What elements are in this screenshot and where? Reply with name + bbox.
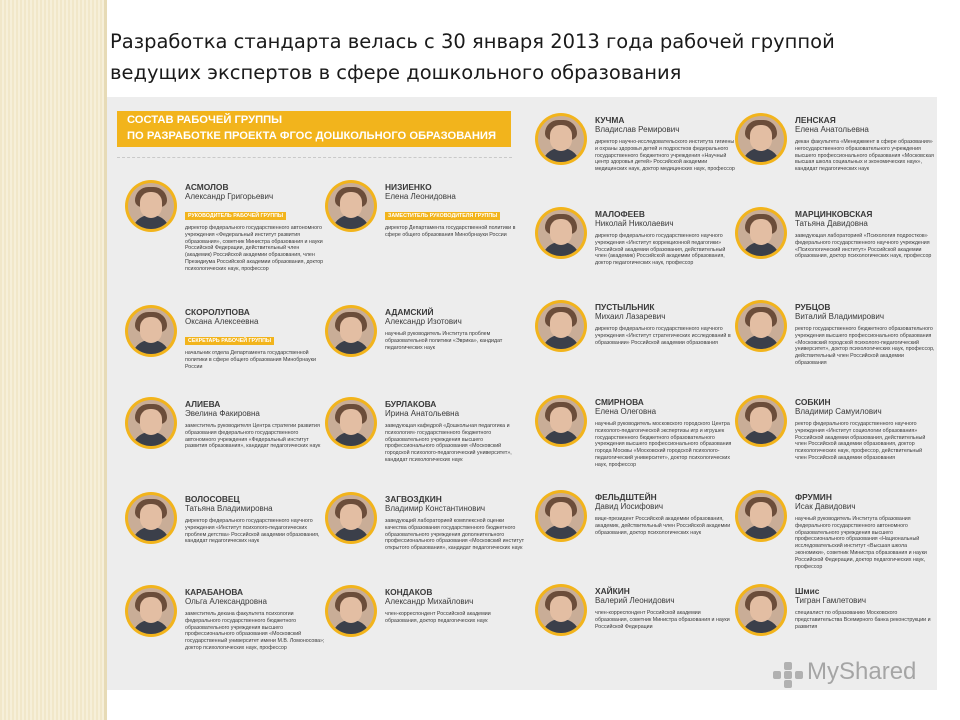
person-card [535, 207, 735, 297]
person-photo [735, 395, 787, 447]
person-role-badge: ЗАМЕСТИТЕЛЬ РУКОВОДИТЕЛЯ ГРУППЫ [385, 212, 500, 220]
person-surname: АСМОЛОВ [185, 182, 229, 192]
dotted-divider [117, 157, 512, 158]
person-description: директор научно-исследовательского института гигиены и охраны здоровья детей и подростков федерального государственного бюджетного учреждения «Научный центр здоровья детей» Российской академии медицинских наук, доктор медицинских наук, профессор [595, 139, 735, 173]
watermark-text: MyShared [807, 658, 917, 685]
person-role-badge: СЕКРЕТАРЬ РАБОЧЕЙ ГРУППЫ [185, 337, 274, 345]
person-photo [735, 300, 787, 352]
person-card [735, 113, 935, 203]
person-photo [325, 397, 377, 449]
person-given-names: Татьяна Давидовна [795, 219, 868, 228]
banner-line-1: СОСТАВ РАБОЧЕЙ ГРУППЫ [127, 114, 283, 126]
person-photo [325, 305, 377, 357]
working-group-banner [117, 111, 511, 147]
person-surname: ФРУМИН [795, 492, 832, 502]
person-card [535, 395, 735, 485]
myshared-logo-icon [773, 662, 803, 688]
person-given-names: Ирина Анатольевна [385, 409, 460, 418]
person-photo [125, 180, 177, 232]
person-description: директор федерального государственного научного учреждения «Институт коррекционной педагогики» Российской академии образования, действительный член (академик) Российской академии образования, доктор педагогических наук, профессор [595, 233, 726, 267]
person-surname: РУБЦОВ [795, 302, 831, 312]
person-given-names: Владимир Константинович [385, 504, 486, 513]
person-surname: АДАМСКИЙ [385, 307, 434, 317]
person-card [535, 490, 735, 580]
person-photo [325, 180, 377, 232]
person-photo [735, 490, 787, 542]
person-surname: АЛИЕВА [185, 399, 221, 409]
person-card [125, 305, 325, 395]
person-card [535, 584, 735, 674]
person-surname: БУРЛАКОВА [385, 399, 437, 409]
person-surname: ВОЛОСОВЕЦ [185, 494, 240, 504]
decorative-left-bar [0, 0, 106, 720]
person-given-names: Владимир Самуилович [795, 407, 882, 416]
person-surname: ЗАГВОЗДКИН [385, 494, 442, 504]
person-description: начальник отдела Департамента государственной политики в сфере общего образования Минобрнауки России [185, 350, 316, 370]
person-surname: КАРАБАНОВА [185, 587, 244, 597]
person-surname: НИЗИЕНКО [385, 182, 432, 192]
person-given-names: Исак Давидович [795, 502, 856, 511]
person-photo [325, 585, 377, 637]
person-surname: Шмис [795, 586, 820, 596]
banner-line-2: ПО РАЗРАБОТКЕ ПРОЕКТА ФГОС ДОШКОЛЬНОГО ОБРАЗОВАНИЯ [127, 129, 496, 142]
person-card [325, 305, 525, 395]
person-card [125, 397, 325, 487]
person-surname: ХАЙКИН [595, 586, 630, 596]
person-description: научный руководитель Института проблем образовательной политики «Эврика», кандидат педагогических наук [385, 331, 503, 351]
person-card [125, 585, 325, 675]
person-card [125, 492, 325, 582]
person-photo [535, 490, 587, 542]
person-given-names: Александр Михайлович [385, 597, 474, 606]
slide-title-line-1: Разработка стандарта велась с 30 января 2013 года рабочей группой [110, 30, 835, 53]
person-description: заместитель руководителя Центра стратегии развития образования федерального государственного автономного учреждения «Федеральный институт развития образования», кандидат педагогических наук [185, 423, 321, 450]
person-given-names: Владислав Ремирович [595, 125, 680, 134]
person-photo [125, 397, 177, 449]
person-description: заведующий лабораторией комплексной оценки качества образования государственного бюджетного образовательного учреждения дополнительного профессионального образования «Московский институт открытого образования», кандидат педагогических наук [385, 518, 525, 552]
person-description: директор федерального государственного автономного учреждения «Федеральный институт развития образования», советник Министра образования и науки Российской Федерации, действительный член (академик) Российской академии образования, член Президиума Российской академии образования, доктор психологических наук, профессор [185, 225, 324, 272]
person-given-names: Елена Анатольевна [795, 125, 869, 134]
person-given-names: Елена Олеговна [595, 407, 657, 416]
person-surname: ФЕЛЬДШТЕЙН [595, 492, 657, 502]
person-card [735, 395, 935, 485]
person-given-names: Тигран Гамлетович [795, 596, 867, 605]
person-surname: МАЛОФЕЕВ [595, 209, 645, 219]
person-given-names: Эвелина Факировна [185, 409, 260, 418]
person-given-names: Валерий Леонидович [595, 596, 675, 605]
person-description: директор Департамента государственной политики в сфере общего образования Минобрнауки России [385, 225, 516, 238]
person-photo [125, 305, 177, 357]
person-given-names: Татьяна Владимировна [185, 504, 273, 513]
person-photo [535, 207, 587, 259]
working-group-panel [107, 97, 937, 690]
person-surname: ПУСТЫЛЬНИК [595, 302, 655, 312]
person-given-names: Николай Николаевич [595, 219, 674, 228]
person-surname: ЛЕНСКАЯ [795, 115, 836, 125]
person-card [325, 397, 525, 487]
person-role-badge: РУКОВОДИТЕЛЬ РАБОЧЕЙ ГРУППЫ [185, 212, 286, 220]
person-given-names: Александр Григорьевич [185, 192, 274, 201]
person-card [735, 300, 935, 390]
person-surname: СОБКИН [795, 397, 831, 407]
person-description: заведующая кафедрой «Дошкольная педагогика и психология» государственного бюджетного образовательного учреждения высшего профессионального образования «Московский городской психолого-педагогический университет», кандидат психологических наук [385, 423, 512, 463]
person-card [735, 490, 935, 580]
person-surname: КУЧМА [595, 115, 625, 125]
person-description: научный руководитель московского городского Центра психолого-педагогической экспертизы игр и игрушек государственного бюджетного образовательного учреждения высшего профессионального образования города Москвы «Московский городской психолого-педагогический университет», доктор психологических наук, профессор [595, 421, 732, 468]
person-card [735, 207, 935, 297]
person-photo [125, 492, 177, 544]
person-surname: КОНДАКОВ [385, 587, 433, 597]
person-given-names: Елена Леонидовна [385, 192, 456, 201]
person-description: декан факультета «Менеджмент в сфере образования» негосударственного образовательного учреждения высшего профессионального образования «Московская высшая школа социальных и экономических наук», кандидат педагогических наук [795, 139, 934, 173]
person-description: член-корреспондент Российской академии образования, доктор педагогических наук [385, 611, 491, 624]
slide-title-line-2: ведущих экспертов в сфере дошкольного образования [110, 61, 682, 84]
myshared-watermark [773, 656, 933, 692]
person-given-names: Александр Изотович [385, 317, 462, 326]
person-description: вице-президент Российской академии образования, академик, действительный член Российской академии образования, доктор психологических наук [595, 516, 731, 536]
person-card [325, 180, 525, 270]
person-photo [535, 300, 587, 352]
person-photo [735, 584, 787, 636]
person-photo [535, 584, 587, 636]
person-card [535, 300, 735, 390]
person-description: ректор государственного бюджетного образовательного учреждения высшего профессионального образования «Московский городской психолого-педагогический университет», доктор психологических наук, профессор, действительный член Российской академии образования [795, 326, 935, 366]
person-given-names: Оксана Алексеевна [185, 317, 259, 326]
person-description: заведующая лабораторией «Психология подростков» федерального государственного научного учреждения «Психологический институт» Российской академии образования, доктор психологических наук, профессор [795, 233, 932, 260]
person-photo [735, 113, 787, 165]
person-photo [125, 585, 177, 637]
person-surname: СКОРОЛУПОВА [185, 307, 250, 317]
person-photo [535, 113, 587, 165]
person-description: заместитель декана факультета психологии федерального государственного бюджетного образовательного учреждения высшего профессионального образования «Московский государственный университет имени М.В. Ломоносова»; доктор психологических наук, профессор [185, 611, 325, 651]
person-given-names: Ольга Александровна [185, 597, 267, 606]
person-description: научный руководитель Института образования федерального государственного автономного образовательного учреждения высшего профессионального образования «Национальный исследовательский институт «Высшая школа экономики», советник Министра образования и науки Российской Федерации, доктор педагогических наук, профессор [795, 516, 927, 570]
person-surname: СМИРНОВА [595, 397, 644, 407]
person-card [325, 585, 525, 675]
person-description: специалист по образованию Московского представительства Всемирного банка реконструкции и развития [795, 610, 931, 630]
person-description: директор федерального государственного научного учреждения «Институт стратегических исследований в образовании» Российской академии образования [595, 326, 731, 346]
person-given-names: Виталий Владимирович [795, 312, 884, 321]
person-surname: МАРЦИНКОВСКАЯ [795, 209, 873, 219]
person-given-names: Давид Иосифович [595, 502, 664, 511]
person-description: член-корреспондент Российской академии образования, советник Министра образования и науки Российской Федерации [595, 610, 730, 630]
person-photo [325, 492, 377, 544]
person-given-names: Михаил Лазаревич [595, 312, 666, 321]
person-card [535, 113, 735, 203]
person-photo [535, 395, 587, 447]
person-card [125, 180, 325, 270]
person-card [325, 492, 525, 582]
person-description: ректор федерального государственного научного учреждения «Институт социологии образования» Российской академии образования, действительный член Российской академии образования, доктор психологических наук, профессор, действительный член Российской академии образования [795, 421, 926, 461]
person-description: директор федерального государственного научного учреждения «Институт психолого-педагогических проблем детства» Российской академии образования, кандидат педагогических наук [185, 518, 320, 545]
slide-title [110, 26, 930, 88]
person-photo [735, 207, 787, 259]
